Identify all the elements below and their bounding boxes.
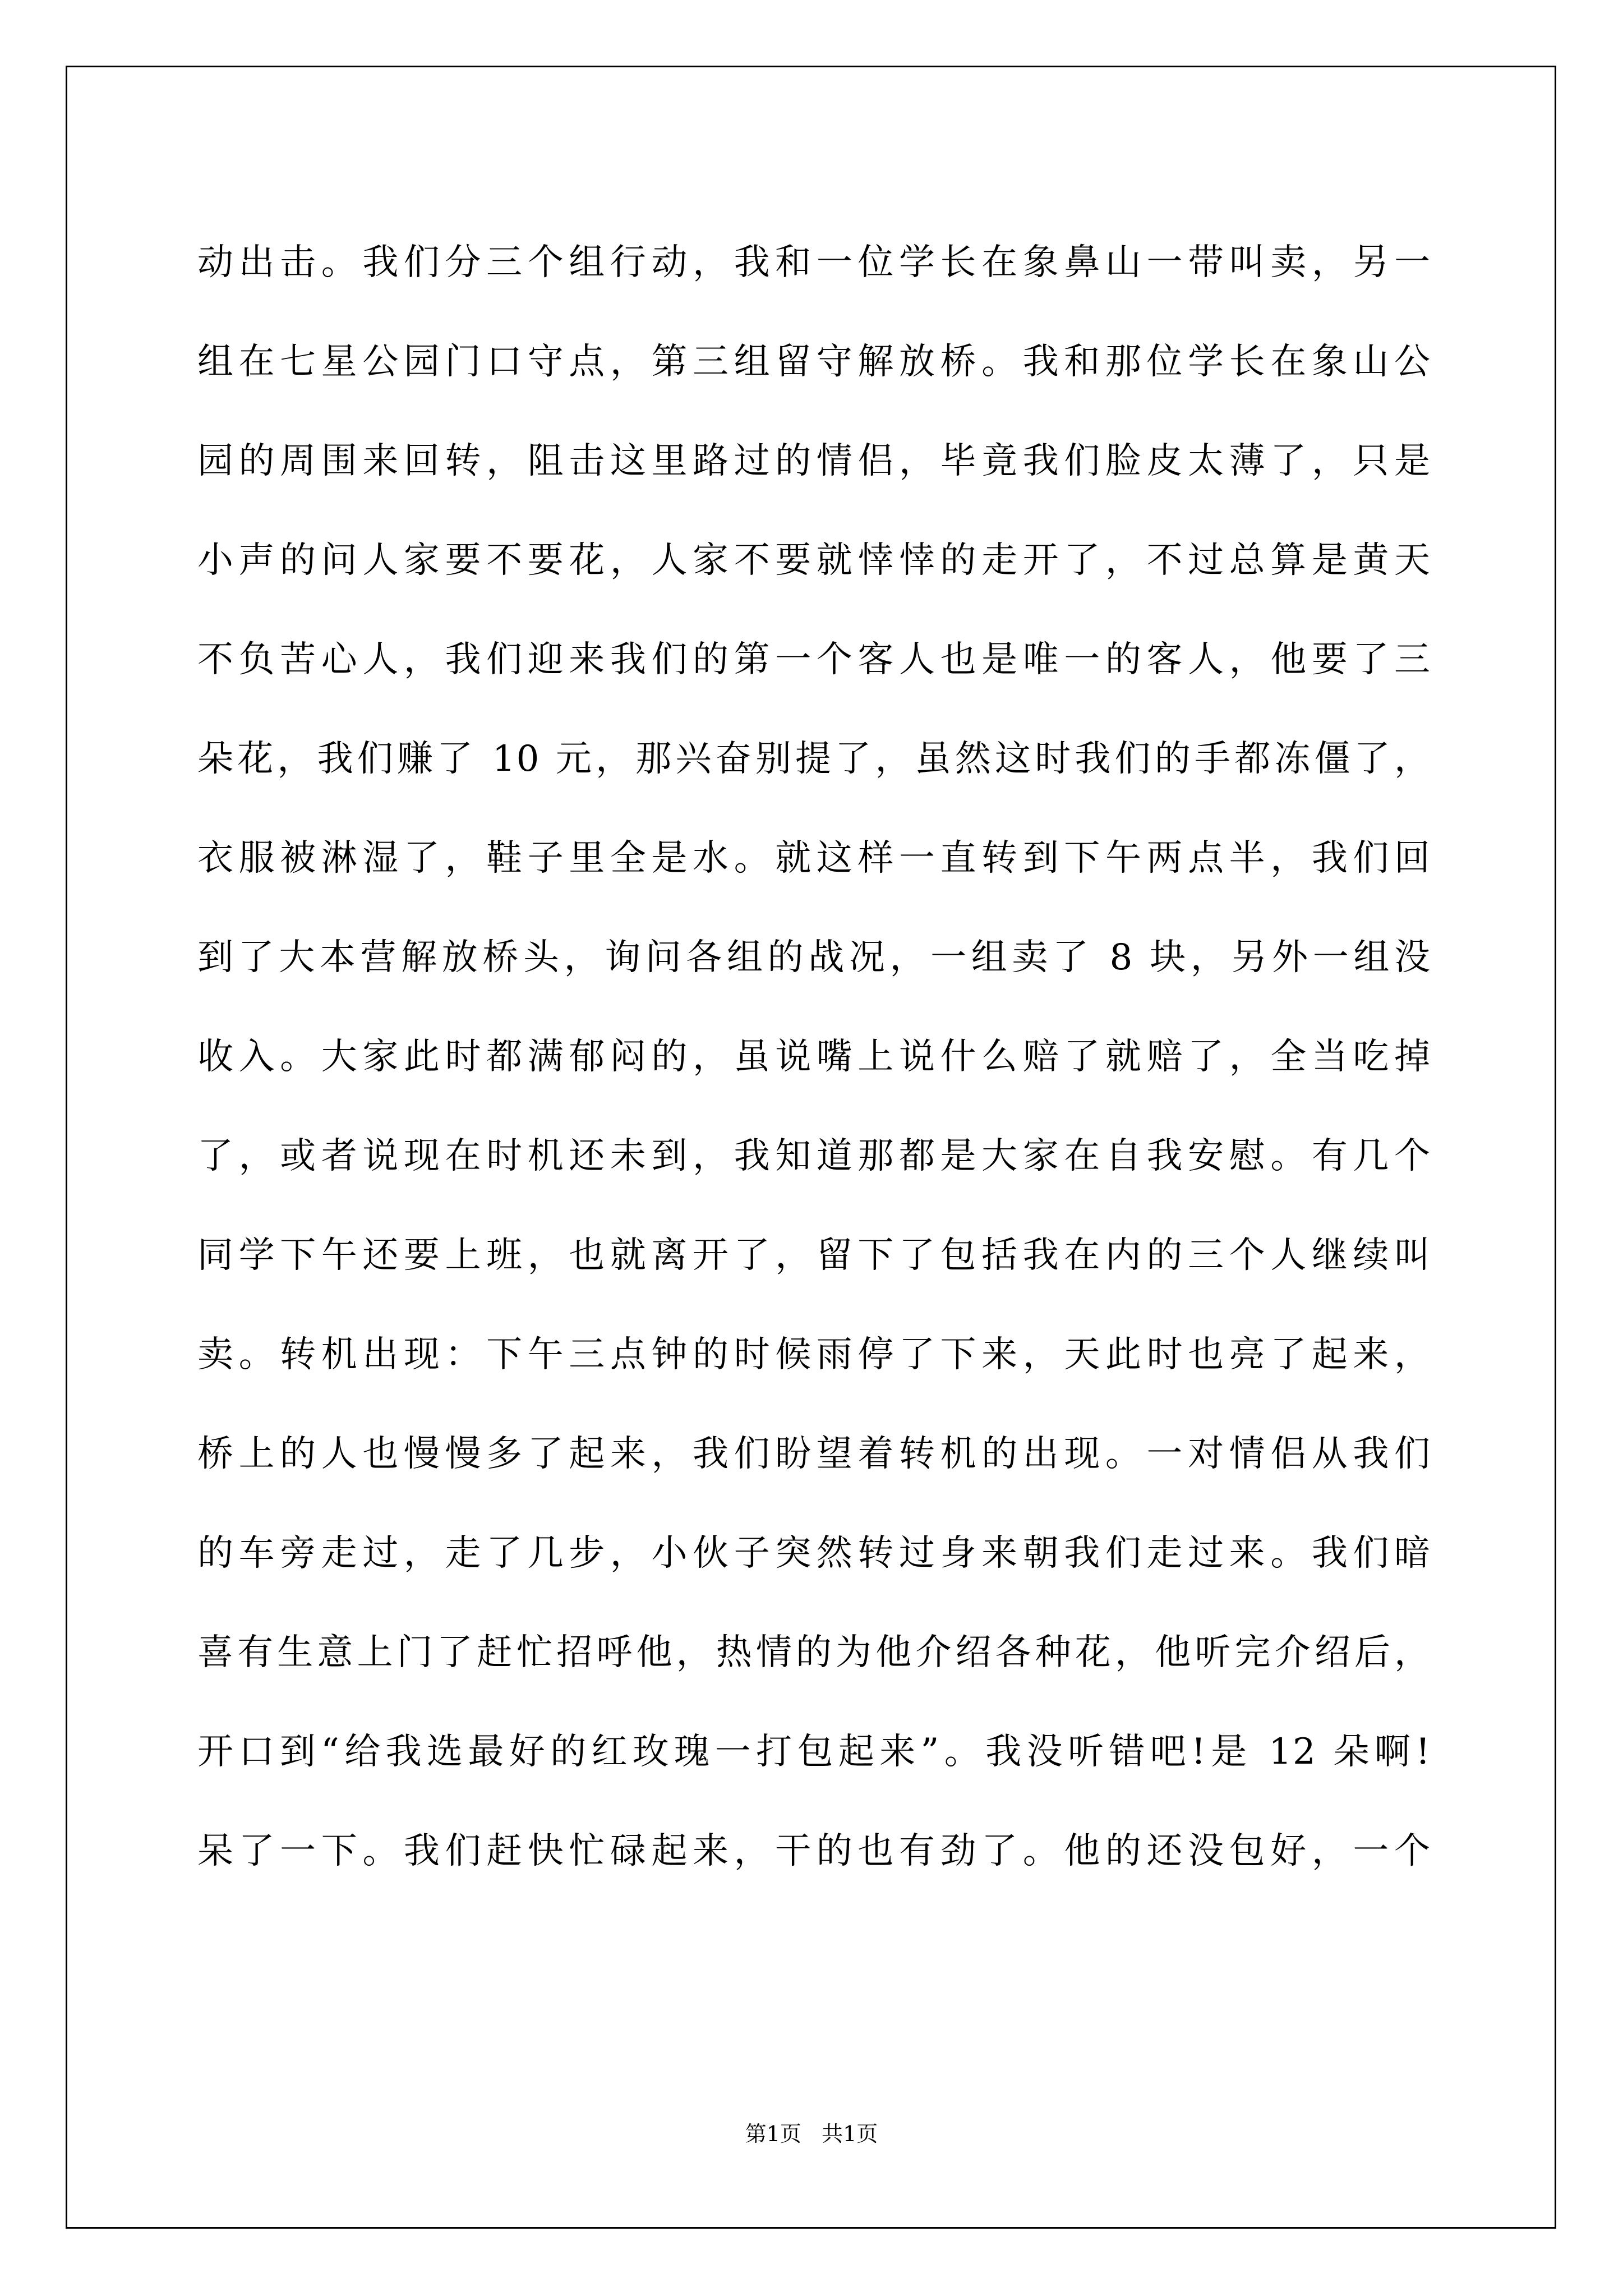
text-line: 呆了一下。我们赶快忙碌起来，干的也有劲了。他的还没包好，一个 [197,1830,1431,1872]
text-line: 收入。大家此时都满郁闷的，虽说嘴上说什么赔了就赔了，全当吃掉 [197,1036,1431,1078]
text-line: 同学下午还要上班，也就离开了，留下了包括我在内的三个人继续叫 [197,1235,1431,1276]
body-text [197,213,1431,1901]
text-line: 小声的问人家要不要花，人家不要就悻悻的走开了，不过总算是黄天 [197,540,1431,581]
text-line: 不负苦心人，我们迎来我们的第一个客人也是唯一的客人，他要了三 [197,639,1431,680]
text-line: 朵花，我们赚了 10 元，那兴奋别提了，虽然这时我们的手都冻僵了， [197,738,1431,780]
text-line: 动出击。我们分三个组行动，我和一位学长在象鼻山一带叫卖，另一 [197,242,1431,283]
text-line: 了，或者说现在时机还未到，我知道那都是大家在自我安慰。有几个 [197,1135,1431,1177]
text-line: 喜有生意上门了赶忙招呼他，热情的为他介绍各种花，他听完介绍后， [197,1632,1431,1673]
text-line: 园的周围来回转，阻击这里路过的情侣，毕竟我们脸皮太薄了，只是 [197,440,1431,482]
text-line: 到了大本营解放桥头，询问各组的战况，一组卖了 8 块，另外一组没 [197,937,1431,978]
text-line: 组在七星公园门口守点，第三组留守解放桥。我和那位学长在象山公 [197,341,1431,383]
text-line: 桥上的人也慢慢多了起来，我们盼望着转机的出现。一对情侣从我们 [197,1433,1431,1475]
page-footer: 第1页 共1页 [745,2122,878,2146]
text-line: 卖。转机出现：下午三点钟的时候雨停了下来，天此时也亮了起来， [197,1334,1431,1375]
text-line: 开口到“给我选最好的红玫瑰一打包起来”。我没听错吧!是 12 朵啊! [197,1731,1431,1773]
text-line: 衣服被淋湿了，鞋子里全是水。就这样一直转到下午两点半，我们回 [197,838,1431,879]
text-line: 的车旁走过，走了几步，小伙子突然转过身来朝我们走过来。我们暗 [197,1533,1431,1574]
